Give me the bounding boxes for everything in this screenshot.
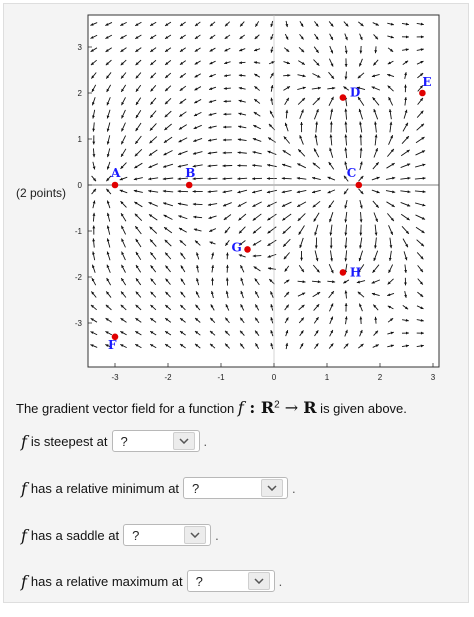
y-tick-label: 2 bbox=[77, 89, 82, 98]
question-relative-maximum bbox=[21, 570, 282, 592]
point-h-marker bbox=[340, 269, 347, 276]
y-tick-label: 1 bbox=[77, 135, 82, 144]
point-a-label: A bbox=[111, 166, 121, 180]
point-d-label: D bbox=[349, 85, 361, 100]
y-tick-label: 3 bbox=[77, 43, 82, 52]
period: . bbox=[292, 480, 296, 496]
point-b-label: B bbox=[185, 166, 196, 180]
question-text: has a saddle at bbox=[30, 527, 120, 543]
question-panel bbox=[3, 3, 469, 603]
point-g-label: G bbox=[231, 240, 242, 255]
chevron-down-icon bbox=[184, 526, 206, 544]
x-tick-label: -2 bbox=[164, 373, 172, 382]
x-tick-label: 2 bbox=[377, 373, 383, 382]
x-tick-label: 0 bbox=[271, 373, 277, 382]
domain-exponent: 2 bbox=[274, 399, 280, 411]
period: . bbox=[278, 573, 283, 589]
question-steepest bbox=[21, 430, 207, 452]
question-text: is steepest at bbox=[30, 433, 108, 449]
chevron-down-icon bbox=[261, 479, 283, 497]
function-symbol: f bbox=[237, 398, 244, 417]
point-d-marker bbox=[340, 94, 347, 101]
y-tick-label: -1 bbox=[74, 227, 82, 236]
prompt-colon: : bbox=[243, 398, 261, 417]
x-tick-label: -1 bbox=[217, 373, 225, 382]
point-b-marker bbox=[186, 182, 193, 189]
select-value: ? bbox=[195, 573, 203, 589]
relative-minimum-select[interactable] bbox=[183, 477, 288, 499]
point-f-label: F bbox=[108, 337, 117, 352]
function-symbol: f bbox=[21, 431, 27, 451]
question-saddle bbox=[21, 524, 219, 546]
y-tick-label: -3 bbox=[74, 319, 82, 328]
select-value: ? bbox=[120, 433, 128, 449]
relative-maximum-select[interactable] bbox=[187, 570, 275, 592]
point-c-label: C bbox=[346, 166, 357, 180]
y-tick-label: 0 bbox=[77, 181, 82, 190]
prompt-after: is given above. bbox=[316, 401, 407, 416]
select-value: ? bbox=[192, 480, 200, 496]
maps-to-arrow: → bbox=[279, 398, 304, 417]
point-e-label: E bbox=[422, 75, 432, 89]
period: . bbox=[203, 433, 208, 449]
point-e-marker bbox=[419, 90, 426, 97]
function-symbol: f bbox=[21, 571, 27, 591]
y-tick-label: -2 bbox=[74, 273, 82, 282]
point-a-marker bbox=[112, 182, 119, 189]
function-symbol: f bbox=[21, 478, 27, 498]
domain-symbol: R bbox=[260, 398, 275, 417]
point-c-marker bbox=[356, 182, 363, 189]
point-g-marker bbox=[244, 246, 251, 253]
question-text: has a relative minimum at bbox=[30, 480, 180, 496]
points-label: (2 points) bbox=[16, 186, 67, 200]
prompt-text bbox=[16, 398, 407, 417]
saddle-select[interactable] bbox=[123, 524, 211, 546]
prompt-before: The gradient vector field for a function bbox=[16, 401, 238, 416]
x-tick-label: 3 bbox=[430, 373, 436, 382]
x-tick-label: 1 bbox=[324, 373, 330, 382]
question-relative-minimum bbox=[21, 477, 296, 499]
question-text: has a relative maximum at bbox=[30, 573, 183, 589]
codomain-symbol: R bbox=[303, 398, 317, 417]
steepest-select[interactable] bbox=[112, 430, 200, 452]
chevron-down-icon bbox=[248, 572, 270, 590]
chevron-down-icon bbox=[173, 432, 195, 450]
x-tick-label: -3 bbox=[111, 373, 119, 382]
select-value: ? bbox=[132, 527, 140, 543]
gradient-field-plot bbox=[4, 4, 470, 388]
point-h-label: H bbox=[349, 265, 362, 280]
period: . bbox=[215, 527, 219, 543]
function-symbol: f bbox=[21, 525, 27, 545]
